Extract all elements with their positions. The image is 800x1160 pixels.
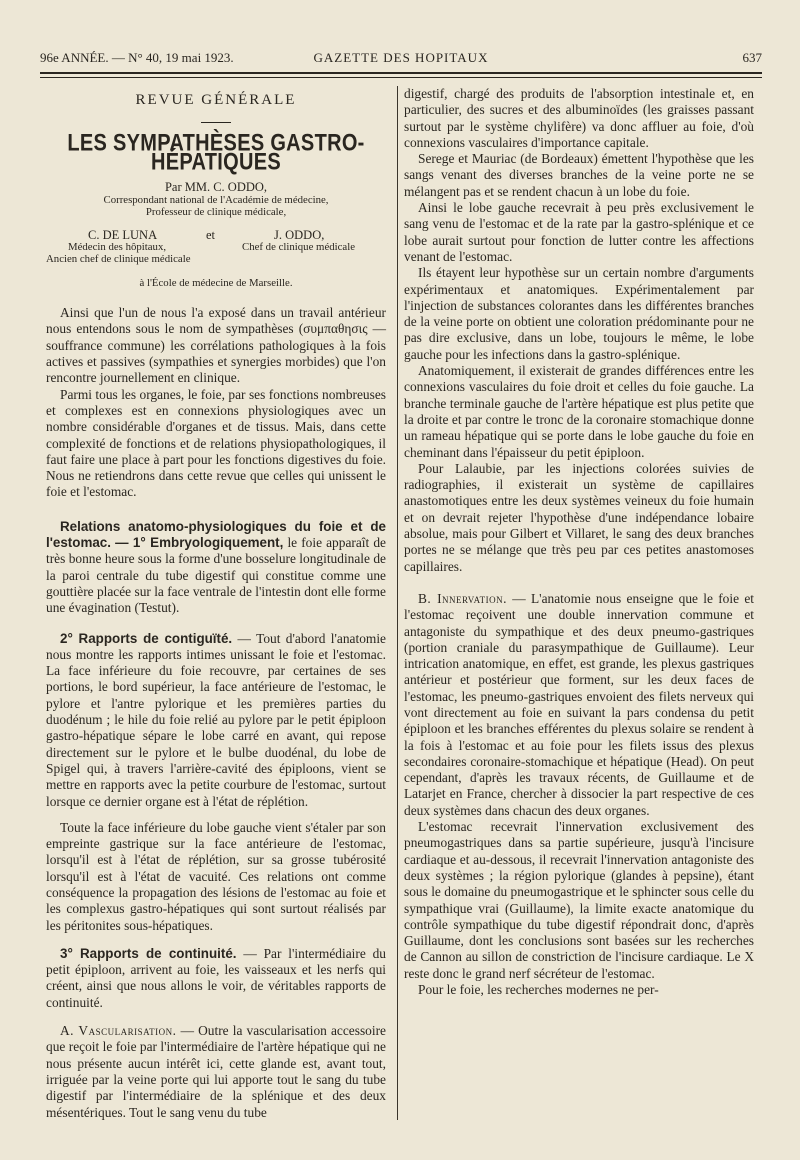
section-relations — [46, 519, 386, 617]
section-heading: Relations anatomo-physiologiques du foie et de l'estomac. — [46, 518, 386, 551]
section-heading: 2° Rapports de contiguïté. — [60, 630, 233, 646]
paragraph: Pour Lalaubie, par les injections colorées suivies de radiographies, il existerait un système de capillaires anastomotiques entre les deux systèmes veineux du foie humain et on devrait rejeter l'hypothèse d'une indépendance lobaire absolue, mais pour Gilbert et Villaret, le sang des deux branches portes ne se mélange que très peu par ces petites anastomoses capillaires. — [404, 460, 754, 574]
issue-info: 96e ANNÉE. — N° 40, 19 mai 1923. — [40, 50, 234, 65]
page-number: 637 — [742, 50, 762, 65]
section-text: le foie apparaît de très bonne heure sous la forme d'une bosselure longitudinale de la paroi centrale du tube digestif qui constitue comme une gouttière placée sur la face ventrale de l'intestin dont elle forme une évagination (Testut). — [46, 535, 387, 616]
section-text: — Tout d'abord l'anatomie nous montre les rapports intimes unissant le foie et l'estomac. La face inférieure du foie recouvre, par certaines de ses portions, le bord supérieur, la face antérieure de l'estomac, le pylore et l'antre pylorique et les premières parties du duodénum ; le hile du foie relié au pylore par le petit épiploon gastro-hépatique sépare le lobe carré en avant, qui repose directement sur le pylore et le bulbe duodénal, du lobe de Spigel qui, à travers l'arrière-cavité des épiploons, vient se mettre en rapports avec la petite courbure de l'estomac, surtout lorsque ce dernier organe est à l'état de réplétion. — [46, 630, 386, 809]
paragraph: Serege et Mauriac (de Bordeaux) émettent l'hypothèse que les sangs venant des diverses branches de la veine porte ne se mélangent pas et se rendent chacun à un lobe du foie. — [404, 151, 754, 199]
title-rule — [201, 122, 231, 123]
paragraph: Ils étayent leur hypothèse sur un certain nombre d'arguments expérimentaux et anatomiques. Expérimentalement par l'injection de substances colorantes dans les différentes branches de la veine porte on obtient une coloration prédominante pour ne pas dire exclusive, dans un lobe, toujours le même, le lobe gauche pour les infections dans la gastro-splénique. — [404, 265, 754, 362]
paragraph: Parmi tous les organes, le foie, par ses fonctions nombreuses et complexes est en connexions physiologiques avec un nombre considérable d'organes et de tissus. Mais, dans cette complexité de fonctions et de relations physiopathologiques, il faut faire une place à part pour les fonctions digestives du foie. Nous ne retiendrons dans cette revue que celles qui unissent le foie et l'estomac. — [46, 386, 386, 500]
section-text: — Par l'intermédiaire du petit épiploon, arrivent au foie, les vaisseaux et les nerfs qui créent, ainsi que nous allons le voir, de véritables rapports de continuité. — [46, 945, 386, 1010]
byline-main: Par MM. C. ODDO, — [164, 179, 268, 194]
paragraph: Ainsi le lobe gauche recevrait à peu près exclusivement le sang venu de l'estomac et de la rate par la gastro-splénique et ce lobe aurait surtout pour fonction de lutter contre les affections venant de l'estomac. — [404, 200, 754, 264]
co-authors — [46, 227, 386, 241]
section-vascularisation — [46, 1023, 386, 1121]
right-column — [404, 86, 754, 998]
de-luna-affiliation-2: Ancien chef de clinique médicale — [46, 253, 191, 266]
page-header — [40, 48, 762, 70]
column-divider — [397, 86, 398, 1120]
section-contiguity — [46, 631, 386, 810]
section-text: — Outre la vascularisation accessoire que reçoit le foie par l'intermédiaire de l'artère hépatique qui ne nous présente aucun intérêt ici, cette glande est, avant tout, irriguée par la veine porte qui lui apporte tout le sang du tube digestif par l'intermédiaire de la splénique et des deux mésentériques. Tout le sang venu du tube — [46, 1023, 386, 1120]
paragraph: L'estomac recevrait l'innervation exclusivement des pneumogastriques dans sa partie supérieure, jusqu'à l'incisure cardiaque et au-dessous, il recevrait l'innervation antagoniste des deux systèmes ; la région pylorique (glandes à pepsine), étant sous le domaine du pneumogastrique et le sphincter sous celle du sympathique vrai (Guillaume), la limite exacte anatomique du contrôle sympathique du tube digestif répondrait donc, d'après Guillaume, dont les conclusions sont basées sur les recherches de Cannon au sillon de constriction de l'incisure cardiaque. Le X reste donc le grand nerf sécréteur de l'estomac. — [404, 819, 754, 981]
byline-affiliation-2: Professeur de clinique médicale, — [145, 206, 287, 219]
rubric-heading: REVUE GÉNÉRALE — [135, 92, 297, 108]
section-heading: B. Innervation. — [418, 590, 507, 606]
article-title: LES SYMPATHÈSES GASTRO-HÉPATIQUES — [67, 130, 365, 177]
section-heading: A. Vascularisation. — [60, 1023, 177, 1039]
left-column — [46, 86, 386, 1121]
section-text: — L'anatomie nous enseigne que le foie et l'estomac reçoivent une double innervation commune et antagoniste du sympathique et des deux pneumo-gastriques (portion craniale du parasympathique de Guillaume). Leur intrication anatomique, en effet, est grande, les plexus gastriques antérieur et postérieur que forment, sur les deux faces de l'estomac, les pneumo-gastriques envoient des filets nerveux qui vont directement au foie en suivant la pars condensa du petit épiploon et les branches efférentes du plexus solaire se rendent à la fois à l'estomac et au foie pour les filets issus des plexus secondaires coronaire-stomachique et hépatique (Head). On peut cependant, d'après les travaux récents, de Guillaume et de Latarjet en France, chercher à dissocier la part respective de ces deux systèmes dans chacun des deux organes. — [404, 590, 754, 818]
author-j-oddo: J. ODDO, — [274, 227, 325, 242]
paragraph: Anatomiquement, il existerait de grandes différences entre les connexions vasculaires du foie droit et celles du foie gauche. La branche terminale gauche de l'artère hépatique est plus petite que la droite et par contre le tronc de la coronaire stomachique donne un rameau hépatique qui se porte dans le lobe gauche du foie en cheminant dans l'épaisseur du petit épiploon. — [404, 363, 754, 460]
section-heading: 3° Rapports de continuité. — [60, 945, 237, 961]
section-innervation — [404, 591, 754, 819]
j-oddo-affiliation: Chef de clinique médicale — [242, 240, 356, 253]
section-continuity — [46, 946, 386, 1011]
byline — [46, 180, 386, 219]
de-luna-affiliation-1: Médecin des hôpitaux, — [68, 240, 167, 253]
paragraph: Ainsi que l'un de nous l'a exposé dans un travail antérieur nous entendons sous le nom de sympathèses (συμπαθησις — souffrance commune) les corrélations pathologiques à la fois actives et passives (sympathies et synergies morbides) que l'on rencontre journellement en clinique. — [46, 305, 386, 386]
journal-name: GAZETTE DES HOPITAUX — [313, 50, 489, 65]
author-conjunction: et — [206, 227, 216, 242]
paragraph: Pour le foie, les recherches modernes ne per- — [418, 982, 659, 998]
byline-affiliation-1: Correspondant national de l'Académie de médecine, — [103, 193, 329, 206]
paragraph: Toute la face inférieure du lobe gauche vient s'étaler par son empreinte gastrique sur la face antérieure de l'estomac, lorsqu'il est à l'état de réplétion, sur sa grosse tubérosité lorsqu'il est à l'état de vacuité. Ces relations ont comme conséquence la propagation des lésions de l'estomac au foie et les complexus gastro-hépatiques qui sont surtout réalisés par les péritonites sous-hépatiques. — [46, 819, 386, 933]
section-subheading: — 1° Embryologiquement, — [115, 535, 284, 551]
author-de-luna: C. DE LUNA — [88, 227, 158, 242]
paragraph: digestif, chargé des produits de l'absorption intestinale et, en particulier, des sucres et des albuminoïdes (les graisses passant surtout par le système chylifère) va donc affluer au foie, d'où connexions vasculaires d'importance capitale. — [404, 86, 754, 150]
header-rule-thick — [40, 72, 762, 74]
school-line: à l'École de médecine de Marseille. — [139, 276, 293, 289]
co-author-affiliations — [46, 241, 386, 267]
header-rule-thin — [40, 77, 762, 78]
